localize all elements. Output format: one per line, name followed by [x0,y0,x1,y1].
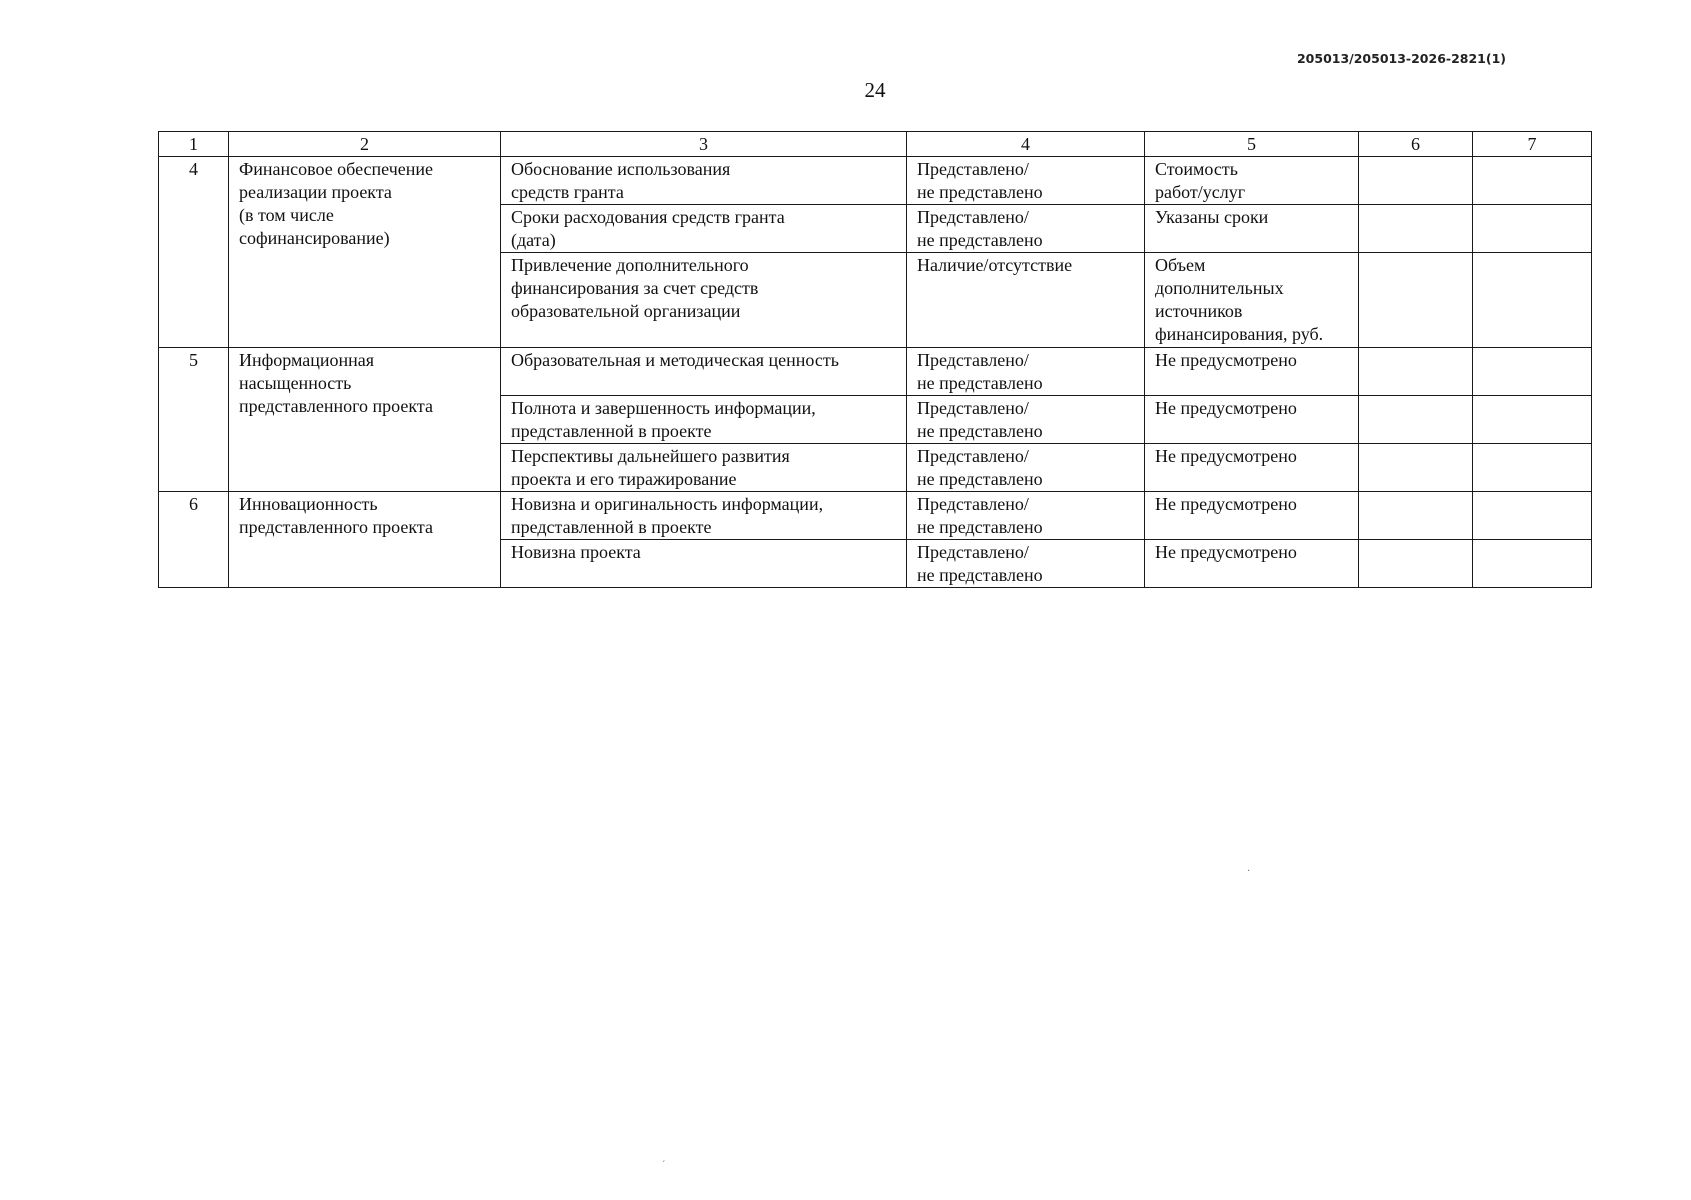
criterion-cell-line: Информационная [239,350,375,370]
score-cell [1359,157,1473,205]
score-cell [1359,396,1473,444]
indicator-cell-line: представленной в проекте [511,517,712,537]
comment-cell [1473,348,1592,396]
score-cell [1359,205,1473,253]
column-number: 5 [1145,132,1359,157]
criterion-cell-line: насыщенность [239,373,352,393]
assessment-cell-line: Представлено/ [917,446,1029,466]
comment-cell [1473,253,1592,348]
note-cell-line: работ/услуг [1155,182,1246,202]
criterion-cell-line: Финансовое обеспечение [239,159,434,179]
criterion-cell [229,157,501,348]
assessment-cell [907,540,1145,588]
assessment-cell-line: не представлено [917,469,1043,489]
note-cell [1145,348,1359,396]
indicator-cell-line: Привлечение дополнительного [511,255,749,275]
table-row [159,157,1592,205]
note-cell [1145,253,1359,348]
note-cell [1145,444,1359,492]
comment-cell [1473,157,1592,205]
indicator-cell-line: проекта и его тиражирование [511,469,737,489]
indicator-cell [501,540,907,588]
assessment-cell-line: не представлено [917,517,1043,537]
indicator-cell-line: Новизна и оригинальность информации, [511,494,824,514]
criterion-cell-line: реализации проекта [239,182,392,202]
document-id: 205013/205013-2026-2821(1) [1296,51,1506,66]
note-cell-line: дополнительных [1155,278,1284,298]
note-cell [1145,205,1359,253]
assessment-cell-line: Представлено/ [917,494,1029,514]
indicator-cell-line: Перспективы дальнейшего развития [511,446,790,466]
score-cell [1359,444,1473,492]
note-cell-line: финансирования, руб. [1155,324,1324,344]
table-body [159,157,1592,588]
score-cell [1359,348,1473,396]
table-row [159,348,1592,396]
note-cell-line: источников [1155,301,1243,321]
indicator-cell [501,492,907,540]
row-number: 6 [159,492,229,588]
criterion-cell [229,348,501,492]
score-cell [1359,253,1473,348]
indicator-cell-line: образовательной организации [511,301,741,321]
criterion-cell-line: софинансирование) [239,228,390,248]
note-cell-line: Не предусмотрено [1155,494,1297,514]
column-number: 1 [159,132,229,157]
assessment-cell [907,253,1145,348]
note-cell-line: Не предусмотрено [1155,446,1297,466]
column-number: 3 [501,132,907,157]
assessment-cell-line: не представлено [917,230,1043,250]
criterion-cell-line: Инновационность [239,494,378,514]
indicator-cell-line: Сроки расходования средств гранта [511,207,785,227]
assessment-cell [907,492,1145,540]
indicator-cell-line: средств гранта [511,182,624,202]
note-cell-line: Не предусмотрено [1155,398,1297,418]
score-cell [1359,540,1473,588]
indicator-cell [501,396,907,444]
assessment-cell [907,444,1145,492]
comment-cell [1473,444,1592,492]
comment-cell [1473,396,1592,444]
row-number: 4 [159,157,229,348]
assessment-cell [907,348,1145,396]
criterion-cell-line: представленного проекта [239,517,433,537]
indicator-cell-line: Полнота и завершенность информации, [511,398,816,418]
assessment-cell-line: не представлено [917,565,1043,585]
column-number: 6 [1359,132,1473,157]
note-cell-line: Стоимость [1155,159,1238,179]
comment-cell [1473,205,1592,253]
indicator-cell-line: представленной в проекте [511,421,712,441]
assessment-cell-line: Наличие/отсутствие [917,255,1073,275]
scan-speck: · [1247,866,1251,877]
indicator-cell [501,444,907,492]
scan-speck: ˊ [662,1160,666,1171]
assessment-cell [907,157,1145,205]
indicator-cell [501,157,907,205]
assessment-cell-line: Представлено/ [917,350,1029,370]
assessment-cell-line: Представлено/ [917,207,1029,227]
criterion-cell-line: (в том числе [239,205,334,225]
note-cell-line: Указаны сроки [1155,207,1269,227]
assessment-cell [907,396,1145,444]
assessment-cell-line: Представлено/ [917,159,1029,179]
indicator-cell-line: Обоснование использования [511,159,731,179]
column-number: 4 [907,132,1145,157]
column-number: 2 [229,132,501,157]
indicator-cell [501,253,907,348]
criteria-table [158,131,1592,588]
indicator-cell-line: (дата) [511,230,556,250]
assessment-cell [907,205,1145,253]
assessment-cell-line: не представлено [917,182,1043,202]
score-cell [1359,492,1473,540]
assessment-cell-line: Представлено/ [917,398,1029,418]
column-number-row [159,132,1592,157]
note-cell-line: Объем [1155,255,1206,275]
comment-cell [1473,492,1592,540]
assessment-cell-line: Представлено/ [917,542,1029,562]
column-number: 7 [1473,132,1592,157]
indicator-cell [501,348,907,396]
table-row [159,492,1592,540]
note-cell-line: Не предусмотрено [1155,350,1297,370]
page-number: 24 [864,78,886,102]
indicator-cell [501,205,907,253]
row-number: 5 [159,348,229,492]
criterion-cell [229,492,501,588]
note-cell [1145,540,1359,588]
assessment-cell-line: не представлено [917,373,1043,393]
note-cell [1145,157,1359,205]
note-cell-line: Не предусмотрено [1155,542,1297,562]
indicator-cell-line: финансирования за счет средств [511,278,759,298]
indicator-cell-line: Образовательная и методическая ценность [511,350,839,370]
note-cell [1145,396,1359,444]
assessment-cell-line: не представлено [917,421,1043,441]
comment-cell [1473,540,1592,588]
note-cell [1145,492,1359,540]
criterion-cell-line: представленного проекта [239,396,433,416]
indicator-cell-line: Новизна проекта [511,542,641,562]
